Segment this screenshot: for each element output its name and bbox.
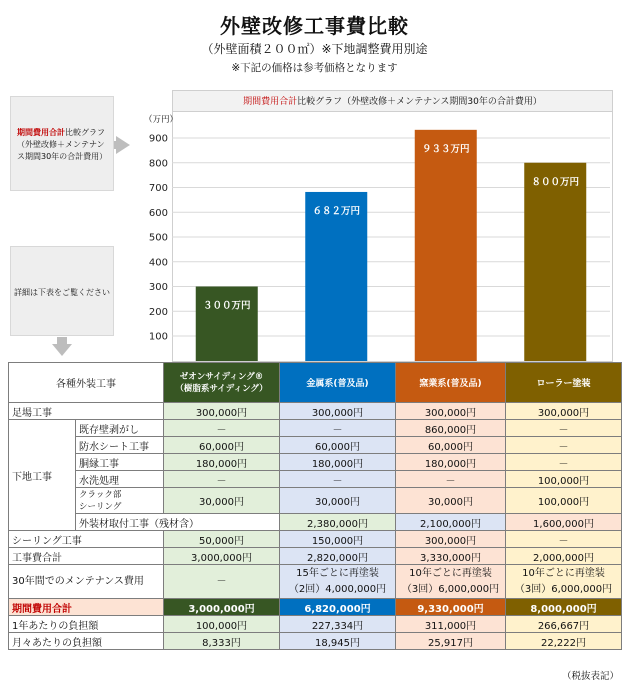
bar-data-label: ９３３万円 (421, 143, 470, 155)
down-arrow-icon (52, 344, 72, 356)
row-label: 既存壁剥がし (76, 420, 164, 437)
cell-ceramic: 311,000円 (396, 616, 506, 633)
cell-zeon: 3,000,000円 (164, 548, 280, 565)
bar (524, 163, 586, 361)
row-label-line2: シーリング (79, 501, 122, 512)
cell-ceramic: － (396, 471, 506, 488)
cell-zeon: 300,000円 (164, 403, 280, 420)
cell-zeon: － (164, 420, 280, 437)
cell-zeon: 8,333円 (164, 633, 280, 650)
y-tick-label: 500 (148, 232, 168, 244)
cell-metal: 6,820,000円 (280, 599, 396, 616)
cell-roller: － (506, 531, 622, 548)
cell-roller: 266,667円 (506, 616, 622, 633)
table-row (9, 420, 622, 437)
table-row (9, 437, 622, 454)
cell-roller: 100,000円 (506, 488, 622, 514)
cell-ceramic: 860,000円 (396, 420, 506, 437)
cell-ceramic-line1: 10年ごとに再塗装 (409, 567, 492, 579)
bar (415, 130, 477, 361)
y-tick-label: 100 (148, 331, 168, 343)
table-row (9, 488, 622, 514)
cell-metal: － (280, 471, 396, 488)
bar-data-label: ３００万円 (202, 300, 251, 312)
cell-metal-line2: （2回）4,000,000円 (288, 583, 387, 595)
page-title: 外壁改修工事費比較 (220, 14, 409, 38)
y-tick-label: 700 (148, 183, 168, 194)
table-header-row (9, 363, 622, 403)
cell-metal: 60,000円 (280, 437, 396, 454)
header-zeon-line1: ゼオンサイディング® (179, 371, 264, 382)
cell-metal: 2,820,000円 (280, 548, 396, 565)
cell-roller-line2: （3回）6,000,000円 (514, 583, 613, 595)
table-row (9, 403, 622, 420)
cell-zeon: 30,000円 (164, 488, 280, 514)
cell-ceramic: 25,917円 (396, 633, 506, 650)
cell-zeon: 3,000,000円 (164, 599, 280, 616)
y-tick-label: 300 (148, 282, 168, 293)
cell-zeon: 100,000円 (164, 616, 280, 633)
cell-metal (280, 565, 396, 599)
bar-chart (140, 112, 613, 362)
y-axis-unit: （万円） (144, 115, 179, 125)
cell-zeon: 2,380,000円 (280, 514, 396, 531)
chart-callout-box (10, 96, 114, 191)
y-tick-label: 400 (148, 257, 168, 269)
table-row-total (9, 599, 622, 616)
chart-title-rest: 比較グラフ（外壁改修＋メンテナンス期間30年の合計費用） (297, 97, 542, 107)
cell-metal: 300,000円 (280, 403, 396, 420)
table-row (9, 471, 622, 488)
cell-ceramic: 300,000円 (396, 531, 506, 548)
header-roller: ローラー塗装 (506, 363, 622, 403)
callout-label: 比較グラフ (65, 128, 105, 137)
cell-ceramic: 300,000円 (396, 403, 506, 420)
bar (305, 192, 367, 361)
cell-roller: 2,000,000円 (506, 548, 622, 565)
row-label: 胴縁工事 (76, 454, 164, 471)
cell-roller: 22,222円 (506, 633, 622, 650)
row-label: 工事費合計 (9, 548, 164, 565)
callout-label-red: 期間費用合計 (17, 128, 65, 137)
cell-roller: － (506, 454, 622, 471)
cell-ceramic-line2: （3回）6,000,000円 (401, 583, 500, 595)
cell-ceramic: 60,000円 (396, 437, 506, 454)
cell-zeon: 60,000円 (164, 437, 280, 454)
header-zeon (164, 363, 280, 403)
y-tick-label: 900 (148, 133, 168, 145)
header-zeon-line2: （樹脂系サイディング） (175, 383, 268, 394)
cell-roller: 300,000円 (506, 403, 622, 420)
tax-note: （税抜表記） (561, 671, 619, 682)
table-row (9, 565, 622, 599)
row-label (76, 488, 164, 514)
bar-data-label: ８００万円 (531, 176, 580, 188)
callout-detail: （外壁改修＋メンテナンス期間30年の合計費用） (17, 140, 108, 161)
bar-data-label: ６８２万円 (312, 205, 361, 217)
cell-roller: 8,000,000円 (506, 599, 622, 616)
row-label: シーリング工事 (9, 531, 164, 548)
cell-ceramic: 30,000円 (396, 488, 506, 514)
bar (196, 287, 258, 362)
row-label: 1年あたりの負担額 (9, 616, 164, 633)
table-row (9, 548, 622, 565)
cell-metal-line1: 15年ごとに再塗装 (296, 567, 379, 579)
cell-metal: － (280, 420, 396, 437)
table-row (9, 633, 622, 650)
cell-metal: 2,100,000円 (396, 514, 506, 531)
group-label: 下地工事 (9, 420, 76, 531)
cell-ceramic (396, 565, 506, 599)
cell-roller (506, 565, 622, 599)
cell-zeon: 180,000円 (164, 454, 280, 471)
cell-metal: 180,000円 (280, 454, 396, 471)
cell-metal: 227,334円 (280, 616, 396, 633)
cell-roller: 100,000円 (506, 471, 622, 488)
header-ceramic: 窯業系(普及品) (396, 363, 506, 403)
cell-roller-line1: 10年ごとに再塗装 (522, 567, 605, 579)
table-row (9, 454, 622, 471)
table-row (9, 531, 622, 548)
cell-metal: 150,000円 (280, 531, 396, 548)
table-callout-box (10, 246, 114, 336)
page-subtitle: （外壁面積２００㎡）※下地調整費用別途 (201, 42, 428, 56)
y-tick-label: 600 (148, 207, 168, 219)
row-label: 30年間でのメンテナンス費用 (9, 565, 164, 599)
row-label: 月々あたりの負担額 (9, 633, 164, 650)
cell-zeon: － (164, 471, 280, 488)
right-arrow-icon (116, 136, 130, 154)
header-metal: 金属系(普及品) (280, 363, 396, 403)
header-item: 各種外装工事 (9, 363, 164, 403)
y-tick-label: 800 (148, 158, 168, 170)
chart-title (172, 90, 613, 112)
cell-metal: 18,945円 (280, 633, 396, 650)
cell-roller: － (506, 437, 622, 454)
table-callout-text: 詳細は下表をご覧ください (14, 288, 110, 297)
cell-metal: 30,000円 (280, 488, 396, 514)
comparison-table (8, 362, 622, 650)
cell-ceramic: 3,330,000円 (396, 548, 506, 565)
cell-roller: － (506, 420, 622, 437)
row-label: 防水シート工事 (76, 437, 164, 454)
y-tick-label: 200 (148, 306, 168, 318)
row-label: 水洗処理 (76, 471, 164, 488)
table-row (9, 616, 622, 633)
row-label: 期間費用合計 (9, 599, 164, 616)
chart-title-red: 期間費用合計 (243, 97, 298, 107)
cell-zeon: 50,000円 (164, 531, 280, 548)
cell-ceramic: 9,330,000円 (396, 599, 506, 616)
row-label-line1: クラック部 (79, 489, 122, 500)
cell-ceramic: 1,600,000円 (506, 514, 622, 531)
row-label: 足場工事 (9, 403, 164, 420)
table-row (9, 514, 622, 531)
cell-ceramic: 180,000円 (396, 454, 506, 471)
cell-zeon: － (164, 565, 280, 599)
price-note: ※下記の価格は参考価格となります (231, 62, 398, 74)
row-label: 外装材取付工事（残材含） (76, 514, 280, 531)
